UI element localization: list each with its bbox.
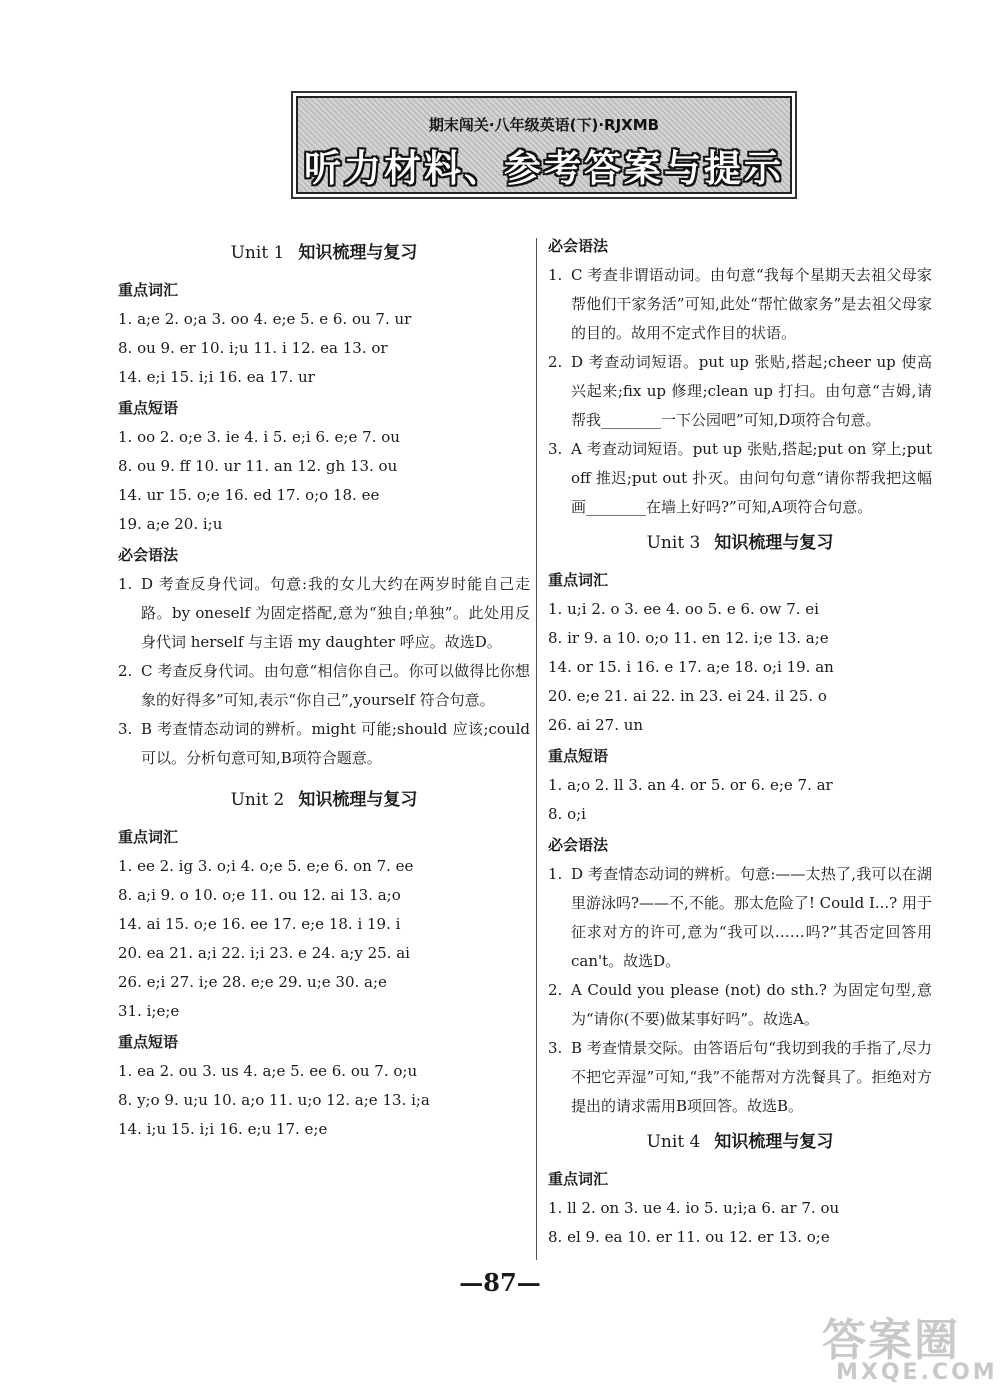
unit4-vocab-heading: 重点词汇 bbox=[548, 1170, 609, 1188]
page-number: —87— bbox=[459, 1268, 541, 1297]
unit4-title: Unit 4 知识梳理与复习 bbox=[646, 1132, 834, 1152]
answer-line: 8. ir 9. a 10. o;o 11. en 12. i;e 13. a;e bbox=[548, 629, 829, 647]
unit3-phrase-heading: 重点短语 bbox=[548, 747, 609, 765]
unit3-title: Unit 3 知识梳理与复习 bbox=[646, 533, 834, 553]
answer-line: 19. a;e 20. i;u bbox=[118, 515, 223, 533]
unit1-grammar-heading: 必会语法 bbox=[118, 546, 179, 564]
unit3-grammar-heading: 必会语法 bbox=[548, 836, 609, 854]
grammar-item: 2. A Could you please (not) do sth.? 为固定句型,意为“请你(不要)做某事好吗”。故选A。 bbox=[548, 981, 932, 1028]
answer-line: 1. ee 2. ig 3. o;i 4. o;e 5. e;e 6. on 7. ee bbox=[118, 857, 414, 875]
column-divider bbox=[536, 238, 537, 1260]
answer-line: 8. o;i bbox=[548, 805, 586, 823]
answer-line: 20. ea 21. a;i 22. i;i 23. e 24. a;y 25. ai bbox=[118, 944, 410, 962]
answer-line: 26. ai 27. un bbox=[548, 716, 644, 734]
unit1-vocab-heading: 重点词汇 bbox=[118, 281, 179, 299]
grammar-item: 1. D 考查情态动词的辨析。句意:——太热了,我可以在湖里游泳吗?——不,不能。那太危险了! Could I...? 用于征求对方的许可,意为“我可以……吗?”其否定回答用 can't。故选D。 bbox=[548, 865, 932, 970]
answer-line: 31. i;e;e bbox=[118, 1002, 180, 1020]
answer-line: 1. u;i 2. o 3. ee 4. oo 5. e 6. ow 7. ei bbox=[548, 600, 819, 618]
answer-line: 1. oo 2. o;e 3. ie 4. i 5. e;i 6. e;e 7. ou bbox=[118, 428, 400, 446]
answer-line: 1. ll 2. on 3. ue 4. io 5. u;i;a 6. ar 7. ou bbox=[548, 1199, 840, 1217]
header-subtitle: 期末闯关·八年级英语(下)·RJXMB bbox=[428, 116, 660, 134]
answer-line: 8. a;i 9. o 10. o;e 11. ou 12. ai 13. a;o bbox=[118, 886, 401, 904]
header-title: 听力材料、参考答案与提示 bbox=[304, 147, 784, 190]
right-column bbox=[548, 232, 932, 1252]
answer-line: 1. a;e 2. o;a 3. oo 4. e;e 5. e 6. ou 7. ur bbox=[118, 310, 412, 328]
unit1-title: Unit 1 知识梳理与复习 bbox=[230, 243, 418, 263]
answer-line: 1. ea 2. ou 3. us 4. a;e 5. ee 6. ou 7. o;u bbox=[118, 1062, 418, 1080]
answer-line: 14. i;u 15. i;i 16. e;u 17. e;e bbox=[118, 1120, 328, 1138]
unit2-vocab-heading: 重点词汇 bbox=[118, 828, 179, 846]
header-banner bbox=[296, 96, 792, 194]
grammar-item: 2. C 考查反身代词。由句意“相信你自己。你可以做得比你想象的好得多”可知,表示“你自己”,yourself 符合句意。 bbox=[118, 662, 530, 709]
grammar-item: 3. B 考查情景交际。由答语后句“我切到我的手指了,尽力不把它弄湿”可知,“我”不能帮对方洗餐具了。拒绝对方提出的请求需用B项回答。故选B。 bbox=[548, 1039, 932, 1115]
answer-line: 14. or 15. i 16. e 17. a;e 18. o;i 19. an bbox=[548, 658, 834, 676]
grammar-item: 1. C 考查非谓语动词。由句意“我每个星期天去祖父母家帮他们干家务活”可知,此处“帮忙做家务”是去祖父母家的目的。故用不定式作目的状语。 bbox=[548, 266, 932, 342]
answer-line: 8. ou 9. er 10. i;u 11. i 12. ea 13. or bbox=[118, 339, 388, 357]
left-column bbox=[118, 232, 530, 1144]
answer-line: 1. a;o 2. ll 3. an 4. or 5. or 6. e;e 7. ar bbox=[548, 776, 833, 794]
unit2-phrase-heading: 重点短语 bbox=[118, 1033, 179, 1051]
grammar-item: 1. D 考查反身代词。句意:我的女儿大约在两岁时能自己走路。by oneself 为固定搭配,意为“独自;单独”。此处用反身代词 herself 与主语 my daughter 呼应。故选D。 bbox=[118, 575, 530, 651]
unit3-vocab-heading: 重点词汇 bbox=[548, 571, 609, 589]
site-watermark: 答案圈 MXQE.COM bbox=[822, 1315, 998, 1385]
grammar-item: 2. D 考查动词短语。put up 张贴,搭起;cheer up 使高兴起来;fix up 修理;clean up 打扫。由句意“吉姆,请帮我________一下公园吧”可知,D项符合句意。 bbox=[548, 353, 932, 429]
grammar-item: 3. A 考查动词短语。put up 张贴,搭起;put on 穿上;put off 推迟;put out 扑灭。由问句句意“请你帮我把这幅画________在墙上好吗?”可知,A项符合句意。 bbox=[548, 440, 932, 516]
answer-line: 14. e;i 15. i;i 16. ea 17. ur bbox=[118, 368, 315, 386]
answer-line: 8. ou 9. ff 10. ur 11. an 12. gh 13. ou bbox=[118, 457, 398, 475]
answer-line: 20. e;e 21. ai 22. in 23. ei 24. il 25. o bbox=[548, 687, 827, 705]
answer-line: 8. y;o 9. u;u 10. a;o 11. u;o 12. a;e 13. i;a bbox=[118, 1091, 430, 1109]
unit2-grammar-heading: 必会语法 bbox=[548, 237, 609, 255]
unit2-title: Unit 2 知识梳理与复习 bbox=[230, 790, 418, 810]
answer-line: 14. ai 15. o;e 16. ee 17. e;e 18. i 19. i bbox=[118, 915, 401, 933]
answer-line: 14. ur 15. o;e 16. ed 17. o;o 18. ee bbox=[118, 486, 380, 504]
unit1-phrase-heading: 重点短语 bbox=[118, 399, 179, 417]
grammar-item: 3. B 考查情态动词的辨析。might 可能;should 应该;could 可以。分析句意可知,B项符合题意。 bbox=[118, 720, 530, 767]
answer-line: 26. e;i 27. i;e 28. e;e 29. u;e 30. a;e bbox=[118, 973, 387, 991]
answer-line: 8. el 9. ea 10. er 11. ou 12. er 13. o;e bbox=[548, 1228, 830, 1246]
